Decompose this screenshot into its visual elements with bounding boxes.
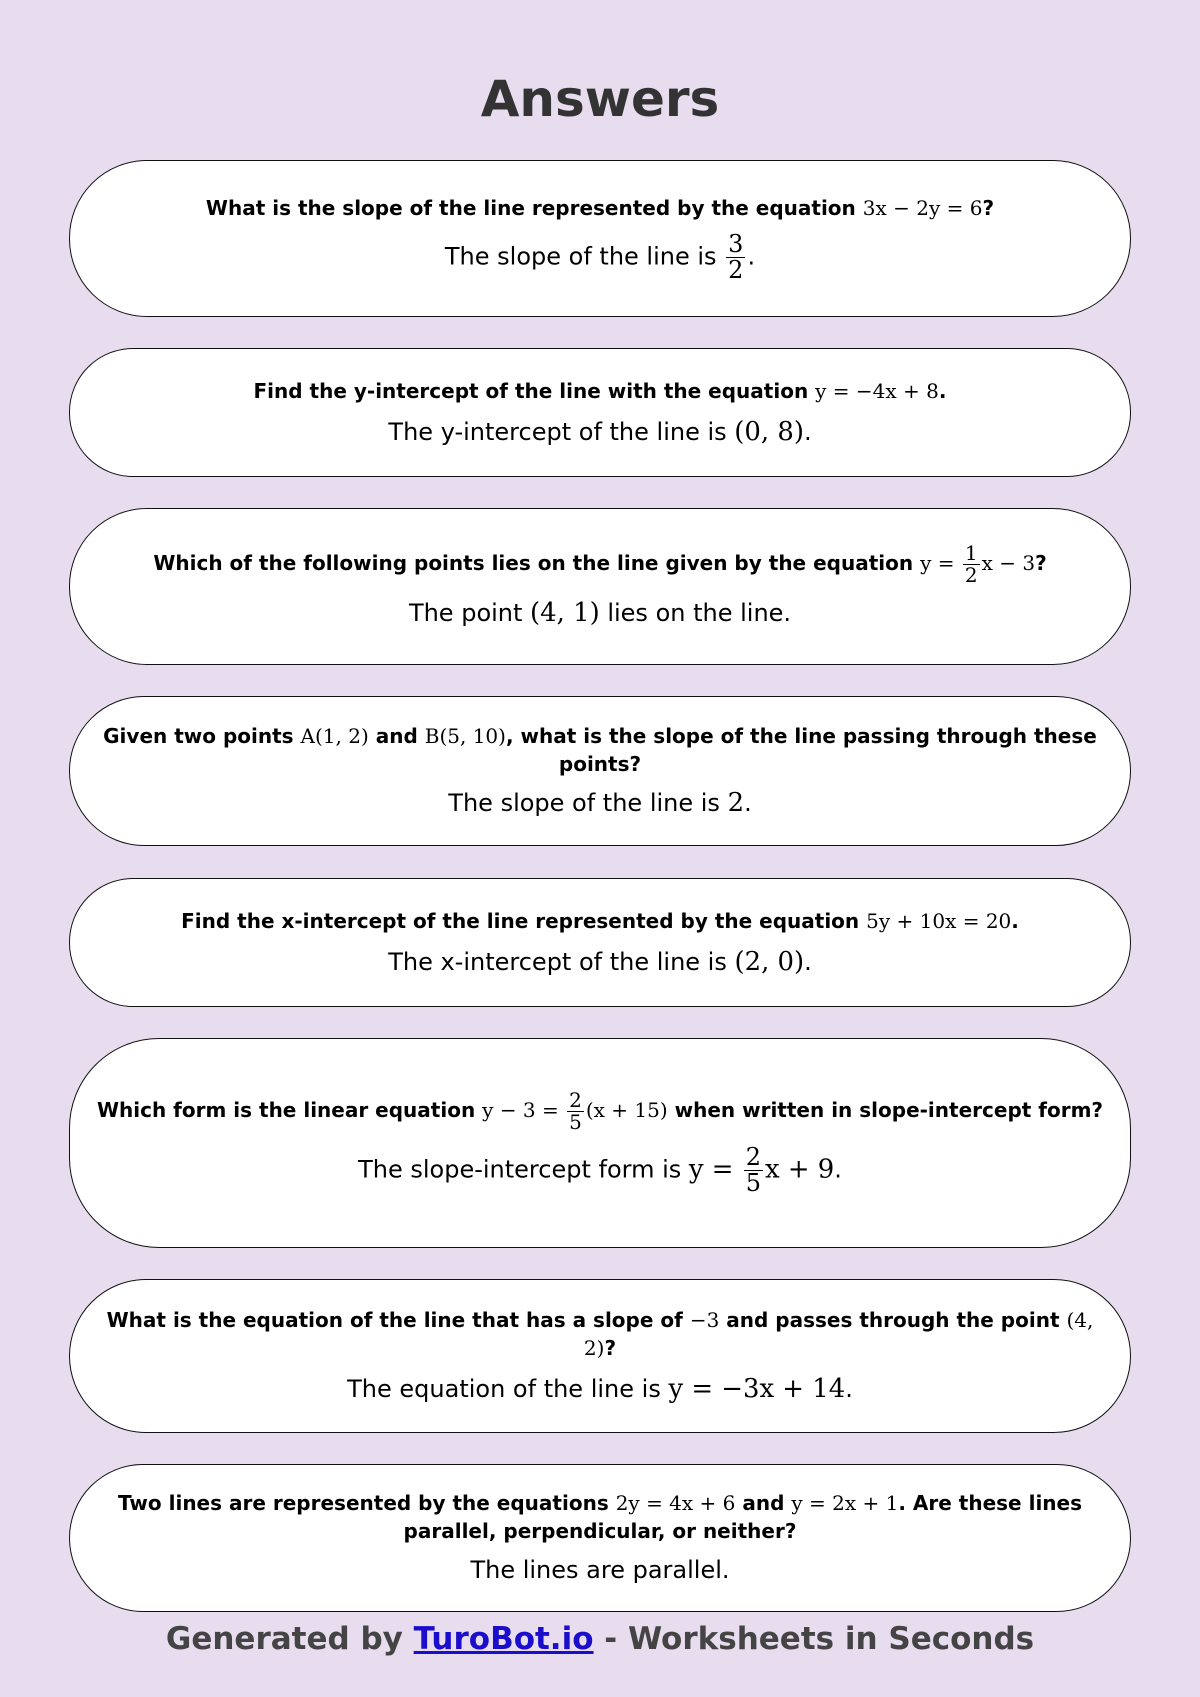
answer-text: The lines are parallel.: [470, 1556, 730, 1584]
math-expression: 2: [727, 788, 745, 818]
math-expression: y =: [688, 1154, 742, 1185]
math-expression: y = 2x + 1: [791, 1491, 899, 1515]
question-text: Which of the following points lies on the line given by the equation y = $\frac{1}{2}$ x − 3?: [153, 541, 1047, 587]
question-text: Which form is the linear equation y − 3 = $\frac{2}{5}$ (x + 15) when written in slope-intercept form?: [96, 1087, 1104, 1134]
question-text: Find the x-intercept of the line represented by the equation 5y + 10x = 20.: [181, 908, 1019, 933]
math-expression: 2y = 4x + 6: [615, 1491, 736, 1515]
math-expression: −3: [689, 1308, 720, 1332]
math-expression: (2, 0): [734, 946, 805, 977]
answer-text: The point (4, 1) lies on the line.: [408, 598, 792, 628]
math-expression: B(5, 10): [424, 724, 506, 748]
math-expression: 3x − 2y = 6: [862, 195, 983, 220]
math-expression: y = −3x + 14: [668, 1374, 846, 1404]
math-expression: y =: [920, 551, 961, 575]
math-expression: (4, 2): [583, 1308, 1094, 1360]
answer-card: [69, 1464, 1131, 1612]
answer-card: [69, 1279, 1131, 1433]
question-text: Given two points A(1, 2) and B(5, 10), what is the slope of the line passing through these points?: [103, 724, 1097, 776]
math-expression: (x + 15): [585, 1097, 668, 1122]
answer-text: The y-intercept of the line is (0, 8).: [388, 416, 812, 447]
math-expression: (4, 1): [530, 598, 600, 628]
answer-text: The slope of the line is 2.: [448, 788, 752, 818]
math-expression: x + 9: [764, 1154, 835, 1185]
footer: Generated by TuroBot.io - Worksheets in Seconds: [165, 1621, 1035, 1657]
question-text: What is the equation of the line that has a slope of −3 and passes through the point (4, 2)?: [106, 1308, 1094, 1360]
answer-text: The slope of the line is $\frac{3}{2}$ .: [444, 229, 756, 284]
fraction: $\frac{3}{2}$: [728, 229, 744, 284]
math-expression: A(1, 2): [300, 724, 369, 748]
answer-text: The slope-intercept form is y = $\frac{2}{5}$ x + 9.: [358, 1142, 842, 1197]
fraction: $\frac{1}{2}$: [964, 541, 978, 587]
answer-card: [69, 1038, 1131, 1248]
question-text: Two lines are represented by the equations 2y = 4x + 6 and y = 2x + 1. Are these lines parallel, perpendicular, or neither?: [117, 1491, 1083, 1543]
answer-card: [69, 160, 1131, 317]
answer-text: The x-intercept of the line is (2, 0).: [388, 946, 812, 977]
answer-card: [69, 508, 1131, 665]
answer-card: [69, 696, 1131, 846]
fraction: $\frac{2}{5}$: [745, 1142, 761, 1197]
answer-card: [69, 348, 1131, 477]
math-expression: 5y + 10x = 20: [866, 908, 1012, 933]
question-text: Find the y-intercept of the line with the equation y = −4x + 8.: [253, 378, 947, 403]
answer-text: The equation of the line is y = −3x + 14.: [347, 1374, 853, 1404]
fraction: $\frac{2}{5}$: [569, 1087, 582, 1134]
math-expression: y − 3 =: [482, 1097, 566, 1122]
page-title: Answers: [480, 70, 720, 128]
math-expression: (0, 8): [734, 416, 804, 447]
math-expression: y = −4x + 8: [815, 378, 939, 403]
question-text: What is the slope of the line represented by the equation 3x − 2y = 6?: [205, 195, 995, 220]
answer-card: [69, 878, 1131, 1007]
turobot-link[interactable]: TuroBot.io: [413, 1621, 594, 1657]
math-expression: x − 3: [981, 551, 1036, 575]
